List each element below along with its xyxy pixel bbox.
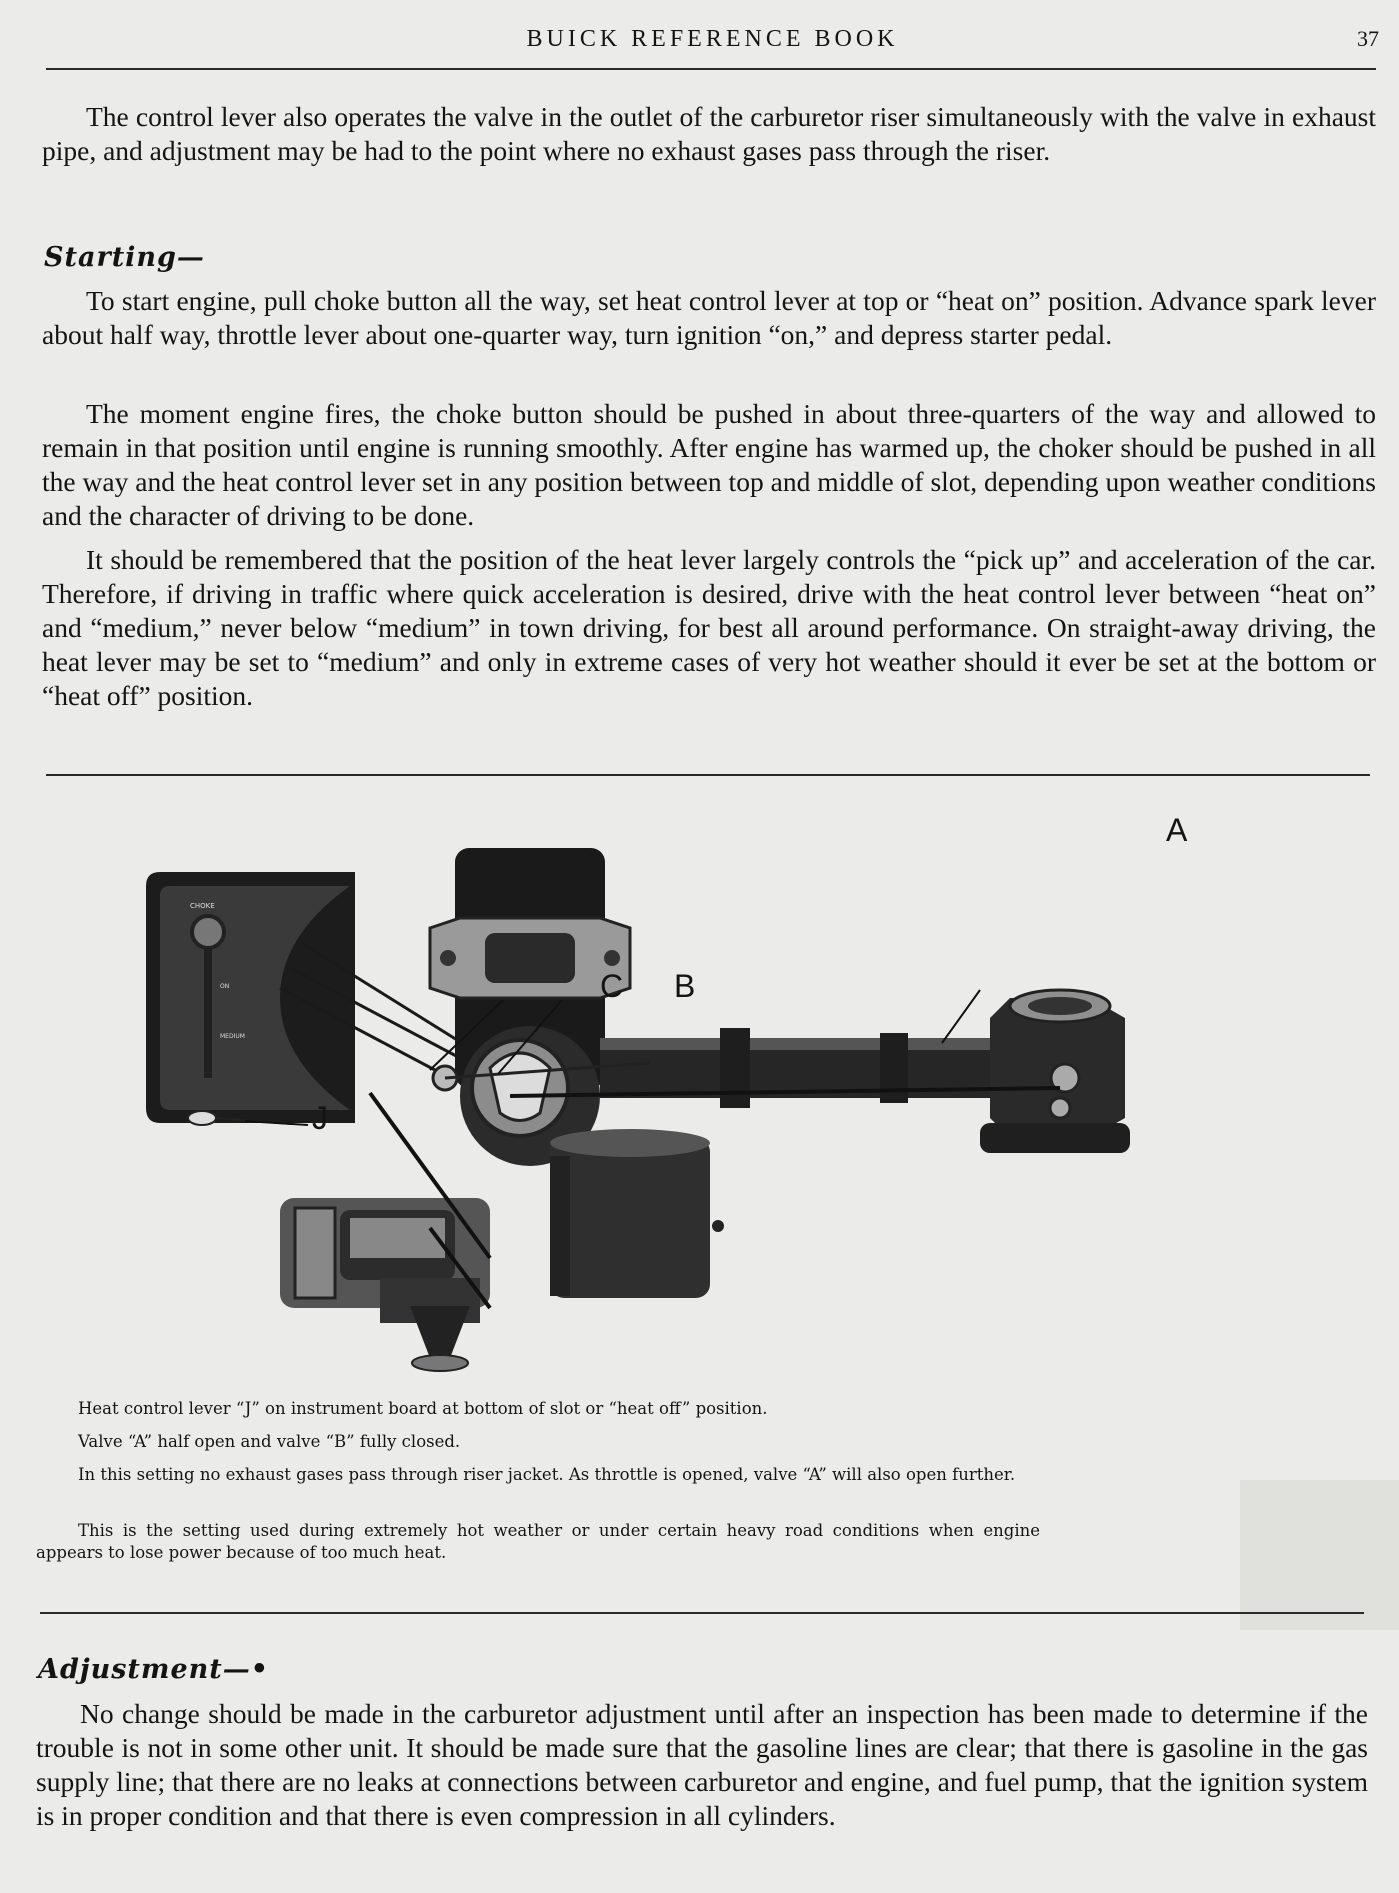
panel-medium-label: MEDIUM xyxy=(220,1033,245,1040)
figure-top-rule xyxy=(46,774,1370,776)
starting-paragraph-1: To start engine, pull choke button all the way, set heat control lever at top or “heat on” position. Advance spark lever about half way, throttle lever about one-quarter way, turn ignition “on,” and depress starter pedal. xyxy=(42,285,1376,350)
carburetor-illustration xyxy=(130,838,1280,1378)
figure-caption-3: In this setting no exhaust gases pass through riser jacket. As throttle is opened, valve “A” will also open further. xyxy=(78,1465,1016,1484)
page-number: 37 xyxy=(1357,26,1379,51)
figure-caption-2: Valve “A” half open and valve “B” fully closed. xyxy=(78,1432,461,1451)
adjustment-paragraph: No change should be made in the carburetor adjustment until after an inspection has been made to determine if the trouble is not in some other unit. It should be made sure that the gasoline lines are clear; that there is gasoline in the gas supply line; that there are no leaks at connections between carburetor and engine, and fuel pump, that the ignition system is in proper condition and that there is even compression in all cylinders. xyxy=(36,1698,1368,1831)
starting-paragraph-3: It should be remembered that the position of the heat lever largely controls the “pick up” and acceleration of the car. Therefore, if driving in traffic where quick acceleration is desired, drive with the heat control lever between “heat on” and “medium,” never below “medium” in town driving, for best all around performance. On straight-away driving, the heat lever may be set to “medium” and only in extreme cases of very hot weather should it ever be set at the bottom or “heat off” position. xyxy=(42,544,1376,711)
heat-lever-knob-j xyxy=(188,1111,216,1125)
callout-label-a: A xyxy=(1166,812,1188,848)
page-header xyxy=(46,26,1379,62)
callout-label-j: J xyxy=(312,1100,328,1136)
panel-choke-label: CHOKE xyxy=(190,902,215,910)
figure-bottom-rule xyxy=(40,1612,1364,1614)
running-title: BUICK REFERENCE BOOK xyxy=(526,26,899,52)
panel-on-label: ON xyxy=(220,983,230,990)
starting-paragraph-2: The moment engine fires, the choke button should be pushed in about three-quarters of the way and allowed to remain in that position until engine is running smoothly. After engine has warmed up, the choker should be pushed in all the way and the heat control lever set in any position between top and middle of slot, depending upon weather conditions and the character of driving to be done. xyxy=(42,398,1376,531)
callout-label-b: B xyxy=(674,968,696,1004)
air-cleaner-cylinder xyxy=(550,1138,710,1298)
callout-label-c: C xyxy=(600,968,624,1004)
section-heading-adjustment: Adjustment—• xyxy=(38,1654,270,1685)
header-rule xyxy=(46,68,1376,70)
page-shadow xyxy=(1240,1480,1399,1630)
section-heading-starting: Starting— xyxy=(44,242,205,273)
choke-knob xyxy=(192,916,224,948)
figure-caption-1: Heat control lever “J” on instrument board at bottom of slot or “heat off” position. xyxy=(78,1399,768,1418)
intro-paragraph: The control lever also operates the valve in the outlet of the carburetor riser simultaneously with the valve in exhaust pipe, and adjustment may be had to the point where no exhaust gases pass through the riser. xyxy=(42,101,1376,166)
heat-lever-slot xyxy=(204,948,212,1078)
carburetor-heat-control-figure xyxy=(130,812,1280,1378)
figure-caption-4: This is the setting used during extremely hot weather or under certain heavy road conditions when engine appears to lose power because of too much heat. xyxy=(36,1521,1040,1562)
